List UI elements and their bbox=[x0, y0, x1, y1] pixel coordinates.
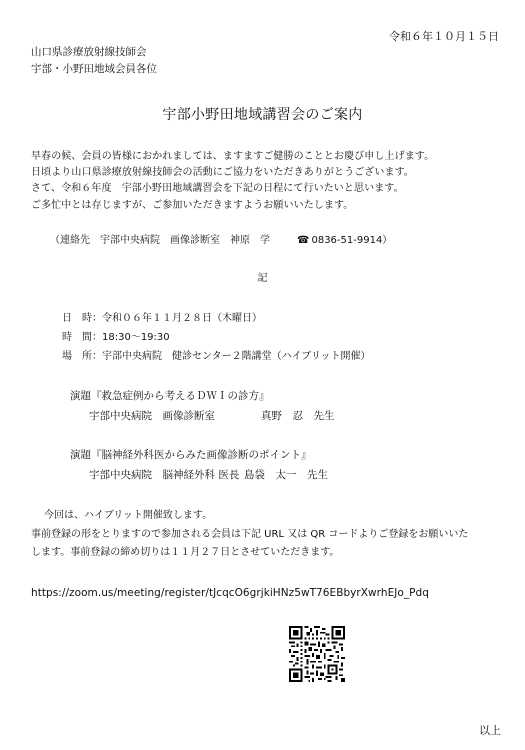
body-line: 日頃より山口県診療放射線技師会の活動にご協力をいただきありがとうございます。 bbox=[31, 167, 414, 178]
detail-value: 18:30～19:30 bbox=[102, 332, 170, 343]
detail-label: 時 間： bbox=[62, 332, 102, 343]
detail-label: 日 時： bbox=[62, 313, 102, 324]
contact-info: （連絡先 宇部中央病院 画像診断室 神原 学 bbox=[50, 235, 270, 246]
lecturer-line bbox=[89, 411, 389, 423]
recipient-members: 宇部・小野田地域会員各位 bbox=[31, 63, 157, 75]
note-line: 事前登録の形をとりますので参加される会員は下記 URL 又は QR コードよりご登録をお願いいた bbox=[31, 529, 469, 540]
recipient-organization: 山口県診療放射線技師会 bbox=[31, 46, 147, 58]
qr-code-icon[interactable] bbox=[289, 626, 345, 682]
telephone-icon: ☎ bbox=[297, 235, 310, 246]
detail-value: 令和０６年１１月２８日（木曜日） bbox=[102, 313, 262, 324]
detail-time bbox=[62, 333, 170, 343]
lecturer-affiliation: 宇部中央病院 画像診断室 bbox=[89, 410, 215, 422]
document-title: 宇部小野田地域講習会のご案内 bbox=[162, 107, 363, 123]
lecturer-name: 島袋 太一 先生 bbox=[244, 469, 328, 481]
lecture-title: 演題『脳神経外科医からみた画像診断のポイント』 bbox=[70, 449, 312, 461]
detail-label: 場 所： bbox=[62, 351, 102, 362]
closing-remark: 以上 bbox=[479, 724, 501, 737]
ki-heading: 記 bbox=[257, 273, 268, 284]
phone-number: 0836-51-9914） bbox=[311, 235, 393, 246]
detail-venue bbox=[62, 352, 371, 362]
lecture-title: 演題『救急症例から考えるＤＷＩの診方』 bbox=[70, 390, 270, 402]
body-line: ご多忙中とは存じますが、ご参加いただきますようお願いいたします。 bbox=[31, 200, 354, 211]
body-line: さて、令和６年度 宇部小野田地域講習会を下記の日程にて行いたいと思います。 bbox=[31, 183, 404, 194]
lecturer-line bbox=[89, 470, 389, 482]
lecturer-name: 真野 忍 先生 bbox=[261, 410, 335, 422]
document-date: 令和６年１０月１５日 bbox=[389, 30, 499, 43]
contact-phone bbox=[297, 236, 392, 246]
lecturer-affiliation: 宇部中央病院 脳神経外科 医長 bbox=[89, 469, 240, 481]
note-line: 今回は、ハイブリット開催致します。 bbox=[44, 510, 213, 521]
registration-url[interactable]: https://zoom.us/meeting/register/tJcqcO6grjkiHNz5wT76EBbyrXwrhEJo_Pdq bbox=[31, 587, 429, 599]
detail-date bbox=[62, 314, 262, 324]
body-line: 早春の候、会員の皆様におかれましては、ますますご健勝のこととお慶び申し上げます。 bbox=[31, 151, 435, 162]
detail-value: 宇部中央病院 健診センター２階講堂（ハイブリット開催） bbox=[102, 351, 371, 362]
note-line: します。事前登録の締め切りは１１月２７日とさせていただきます。 bbox=[31, 547, 340, 558]
